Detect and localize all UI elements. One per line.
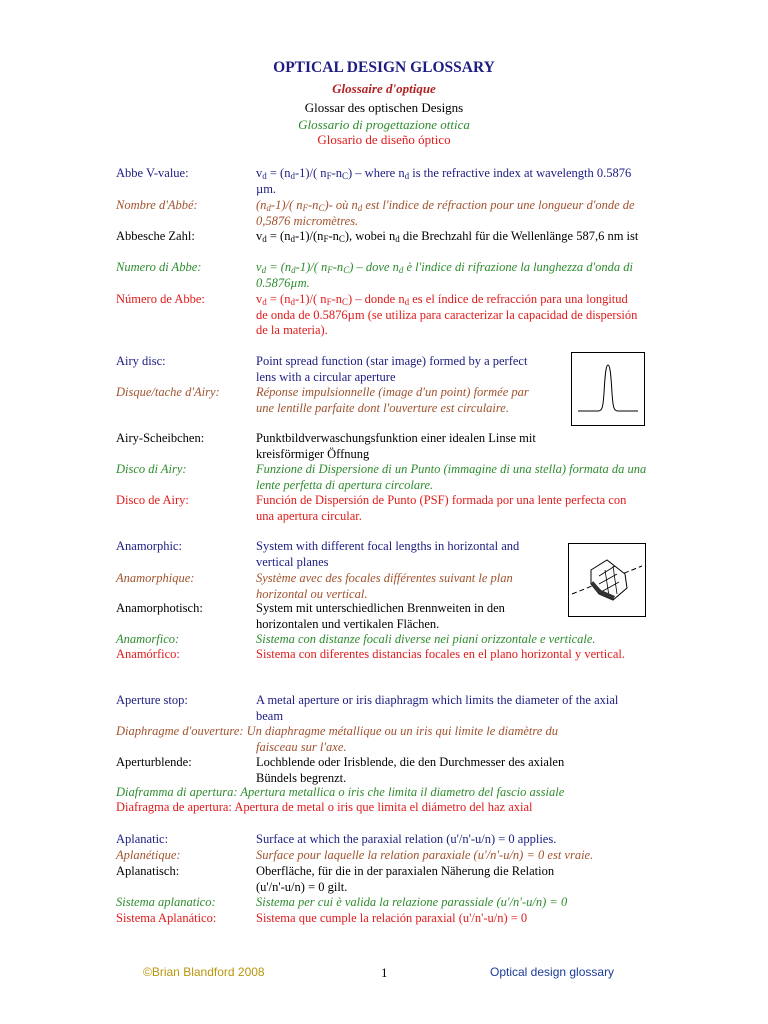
- anamorphic-def-en: System with different focal lengths in horizontal and vertical planes: [256, 539, 520, 569]
- airy-term-en: Airy disc:: [116, 354, 166, 368]
- aplanatic-def-it: Sistema per cui è valida la relazione parassiale (u'/n'-u/n) = 0: [256, 895, 568, 909]
- aperture-def-en: A metal aperture or iris diaphragm which limits the diameter of the axial beam: [256, 693, 619, 723]
- aperture-cont-fr: faisceau sur l'axe.: [256, 740, 347, 754]
- aperture-line-fr: Diaphragme d'ouverture: Un diaphragme métallique ou un iris qui limite le diamètre du: [116, 724, 558, 738]
- airy-def-it: Funzione di Dispersione di un Punto (immagine di una stella) formata da una lente perfetta di apertura circolare.: [256, 462, 647, 492]
- aplanatic-term-it: Sistema aplanatico:: [116, 895, 216, 909]
- aplanatic-def-en: Surface at which the paraxial relation (u'/n'-u/n) = 0 applies.: [256, 832, 557, 846]
- airy-def-en: Point spread function (star image) formed by a perfect lens with a circular aperture: [256, 354, 528, 384]
- anamorphic-def-es: Sistema con diferentes distancias focales en el plano horizontal y vertical.: [256, 647, 625, 661]
- aperture-term-en: Aperture stop:: [116, 693, 188, 707]
- abbe-def-fr: $(n_d-1)/$( $n_F-n_C)-$ où $n_d$ est l'indice de réfraction pour une longueur d'onde de 0,5876 micromètres.: [256, 198, 635, 228]
- abbe-term-fr: Nombre d'Abbé:: [116, 198, 198, 212]
- aperture-line-es: Diafragma de apertura: Apertura de metal o iris que limita el diámetro del haz axial: [116, 800, 533, 814]
- airy-def-es: Función de Dispersión de Punto (PSF) formada por una lente perfecta con una apertura circular.: [256, 493, 627, 523]
- airy-def-de: Punktbildverwaschungsfunktion einer idealen Linse mit kreisförmiger Öffnung: [256, 431, 536, 461]
- page-title: OPTICAL DESIGN GLOSSARY: [273, 59, 495, 76]
- abbe-term-de: Abbesche Zahl:: [116, 229, 195, 243]
- airy-psf-figure: [571, 352, 645, 426]
- anamorphic-def-it: Sistema con distanze focali diverse nei piani orizzontale e verticale.: [256, 632, 596, 646]
- anamorphic-term-es: Anamórfico:: [116, 647, 180, 661]
- airy-term-fr: Disque/tache d'Airy:: [116, 385, 220, 399]
- abbe-def-de: $v_d = (n_d-1)/(n_F-n_C)$, wobei $n_d$ die Brechzahl für die Wellenlänge 587,6 nm ist: [256, 229, 639, 244]
- aperture-line-it: Diaframma di apertura: Apertura metallica o iris che limita il diametro del fascio assiale: [116, 785, 565, 799]
- anamorphic-def-fr: Système avec des focales différentes suivant le plan horizontal ou vertical.: [256, 571, 513, 601]
- title-italian: Glossario di progettazione ottica: [298, 117, 470, 132]
- anamorphic-term-fr: Anamorphique:: [116, 571, 195, 585]
- aperture-term-de: Aperturblende:: [116, 755, 192, 769]
- footer-title: Optical design glossary: [490, 965, 615, 979]
- abbe-term-it: Numero di Abbe:: [116, 260, 202, 274]
- aplanatic-term-fr: Aplanétique:: [116, 848, 181, 862]
- anamorphic-lens-icon: [569, 544, 645, 616]
- footer-copyright: ©Brian Blandford 2008: [143, 965, 265, 979]
- footer-page-number: 1: [381, 965, 388, 980]
- airy-def-fr: Réponse impulsionnelle (image d'un point) formée par une lentille parfaite dont l'ouverture est circulaire.: [256, 385, 529, 415]
- anamorphic-term-it: Anamorfico:: [116, 632, 180, 646]
- title-french: Glossaire d'optique: [332, 81, 436, 96]
- point-spread-function-icon: [572, 353, 644, 425]
- abbe-term-en: Abbe V-value:: [116, 166, 189, 180]
- airy-term-es: Disco de Airy:: [116, 493, 189, 507]
- aplanatic-term-de: Aplanatisch:: [116, 864, 180, 878]
- anamorphic-lens-figure: [568, 543, 646, 617]
- aplanatic-term-es: Sistema Aplanático:: [116, 911, 217, 925]
- anamorphic-term-de: Anamorphotisch:: [116, 601, 203, 615]
- title-spanish: Glosario de diseño óptico: [317, 132, 451, 147]
- airy-term-de: Airy-Scheibchen:: [116, 431, 205, 445]
- aperture-def-de: Lochblende oder Irisblende, die den Durchmesser des axialen Bündels begrenzt.: [256, 755, 565, 785]
- aplanatic-def-de: Oberfläche, für die in der paraxialen Näherung die Relation (u'/n'-u/n) = 0 gilt.: [256, 864, 555, 894]
- aplanatic-def-es: Sistema que cumple la relación paraxial (u'/n'-u/n) = 0: [256, 911, 528, 925]
- airy-term-it: Disco di Airy:: [116, 462, 187, 476]
- abbe-term-es: Número de Abbe:: [116, 292, 205, 306]
- aplanatic-def-fr: Surface pour laquelle la relation paraxiale (u'/n'-u/n) = 0 est vraie.: [256, 848, 594, 862]
- abbe-def-es: $v_d = (n_d-1)/$( $n_F-n_C$) – donde $n_d$ es el índice de refracción para una longitud de onda de 0.5876µm (se utiliza para caracterizar la capacidad de dispersión de la materia).: [256, 292, 638, 337]
- abbe-def-it: $v_d = (n_d-1)/$( $n_F-n_C$) – dove $n_d$ è l'indice di rifrazione la lunghezza d'onda di 0.5876µm.: [256, 260, 633, 290]
- abbe-def-en: $v_d = (n_d-1)/$( $n_F-n_C$) – where $n_d$ is the refractive index at wavelength 0.5876 µm.: [256, 166, 632, 196]
- anamorphic-def-de: System mit unterschiedlichen Brennweiten in den horizontalen und vertikalen Flächen.: [256, 601, 505, 631]
- aplanatic-term-en: Aplanatic:: [116, 832, 169, 846]
- title-german: Glossar des optischen Designs: [304, 100, 464, 115]
- anamorphic-term-en: Anamorphic:: [116, 539, 182, 553]
